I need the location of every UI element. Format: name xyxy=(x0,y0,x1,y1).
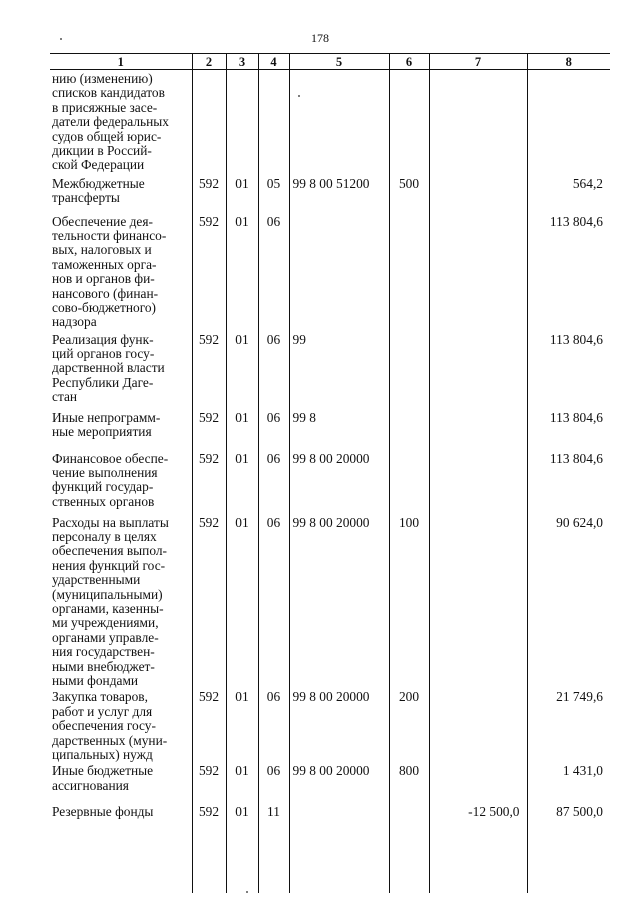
table-row xyxy=(50,409,610,450)
row-expense-type xyxy=(389,213,429,331)
row-code xyxy=(192,70,226,175)
table-row xyxy=(50,175,610,213)
row-change xyxy=(429,70,527,175)
row-expense-type: 200 xyxy=(389,688,429,762)
row-section: 01 xyxy=(226,688,258,762)
column-header: 7 xyxy=(429,54,527,70)
page-number: 178 xyxy=(311,31,329,45)
row-change xyxy=(429,514,527,689)
row-section: 01 xyxy=(226,514,258,689)
row-name: Обеспечение дея- тельности финансо- вых, налоговых и таможенных орга- нов и органов фи- нансового (финан- сово-бюджетного) надзора xyxy=(52,213,167,330)
table-row xyxy=(50,70,610,175)
table-row xyxy=(50,803,610,893)
row-code: 592 xyxy=(192,803,226,893)
column-header: 8 xyxy=(527,54,610,70)
row-change: -12 500,0 xyxy=(429,803,527,893)
row-change xyxy=(429,213,527,331)
row-subsection: 06 xyxy=(258,213,289,331)
row-change xyxy=(429,762,527,803)
row-code: 592 xyxy=(192,175,226,213)
row-subsection: 06 xyxy=(258,688,289,762)
row-code: 592 xyxy=(192,688,226,762)
row-total: 1 431,0 xyxy=(527,762,610,803)
row-target-article: 99 xyxy=(289,331,389,409)
row-total: 564,2 xyxy=(527,175,610,213)
row-change xyxy=(429,331,527,409)
row-expense-type xyxy=(389,803,429,893)
row-name: Иные бюджетные ассигнования xyxy=(52,763,154,793)
row-subsection xyxy=(258,70,289,175)
row-name: Реализация функ- ций органов госу- дарственной власти Республики Даге- стан xyxy=(52,331,165,405)
scan-speck xyxy=(60,38,62,40)
row-name: нию (изменению) списков кандидатов в присяжные засе- датели федеральных судов общей юрис- дикции в Россий- ской Федерации xyxy=(52,71,170,173)
row-total: 113 804,6 xyxy=(527,331,610,409)
row-total xyxy=(527,70,610,175)
row-expense-type xyxy=(389,331,429,409)
row-total: 113 804,6 xyxy=(527,450,610,514)
column-header: 6 xyxy=(389,54,429,70)
row-code: 592 xyxy=(192,213,226,331)
row-section: 01 xyxy=(226,175,258,213)
table-row xyxy=(50,331,610,409)
row-target-article xyxy=(289,803,389,893)
row-target-article: 99 8 00 20000 xyxy=(289,688,389,762)
row-section: 01 xyxy=(226,762,258,803)
row-name: Иные непрограмм- ные мероприятия xyxy=(52,409,161,439)
row-code: 592 xyxy=(192,450,226,514)
row-target-article: 99 8 00 51200 xyxy=(289,175,389,213)
column-header: 4 xyxy=(258,54,289,70)
row-code: 592 xyxy=(192,514,226,689)
column-header: 1 xyxy=(50,54,192,70)
column-header: 3 xyxy=(226,54,258,70)
row-name: Финансовое обеспе- чение выполнения функций государ- ственных органов xyxy=(52,450,169,509)
row-section: 01 xyxy=(226,331,258,409)
row-subsection: 06 xyxy=(258,514,289,689)
budget-table xyxy=(50,53,610,893)
row-total: 113 804,6 xyxy=(527,409,610,450)
table-row xyxy=(50,213,610,331)
row-total: 21 749,6 xyxy=(527,688,610,762)
row-name: Межбюджетные трансферты xyxy=(52,175,145,205)
row-target-article: 99 8 xyxy=(289,409,389,450)
row-subsection: 06 xyxy=(258,331,289,409)
row-section: 01 xyxy=(226,450,258,514)
row-subsection: 06 xyxy=(258,450,289,514)
row-change xyxy=(429,409,527,450)
row-expense-type xyxy=(389,409,429,450)
row-expense-type: 500 xyxy=(389,175,429,213)
row-change xyxy=(429,450,527,514)
column-header: 2 xyxy=(192,54,226,70)
row-expense-type: 800 xyxy=(389,762,429,803)
scan-speck xyxy=(246,891,248,893)
row-section: 01 xyxy=(226,409,258,450)
table-header-row xyxy=(50,54,610,70)
row-target-article: 99 8 00 20000 xyxy=(289,762,389,803)
row-total: 87 500,0 xyxy=(527,803,610,893)
row-subsection: 11 xyxy=(258,803,289,893)
row-subsection: 06 xyxy=(258,762,289,803)
row-section: 01 xyxy=(226,803,258,893)
row-expense-type xyxy=(389,450,429,514)
row-name: Закупка товаров, работ и услуг для обеспечения госу- дарственных (муни- ципальных) нужд xyxy=(52,689,168,762)
row-section xyxy=(226,70,258,175)
row-code: 592 xyxy=(192,409,226,450)
row-subsection: 05 xyxy=(258,175,289,213)
row-name: Расходы на выплаты персоналу в целях обеспечения выпол- нения функций гос- ударственными (муниципальными) органами, казенны- ми учреждениями, органами управле- ния государствен- ными внебюджет- ными фондами xyxy=(52,514,169,688)
row-target-article xyxy=(289,213,389,331)
row-expense-type xyxy=(389,70,429,175)
table-row xyxy=(50,450,610,514)
row-section: 01 xyxy=(226,213,258,331)
table-row xyxy=(50,688,610,762)
row-target-article: 99 8 00 20000 xyxy=(289,450,389,514)
column-header: 5 xyxy=(289,54,389,70)
row-target-article: 99 8 00 20000 xyxy=(289,514,389,689)
row-code: 592 xyxy=(192,331,226,409)
row-name: Резервные фонды xyxy=(52,804,154,820)
scan-speck xyxy=(298,95,300,97)
table-row xyxy=(50,514,610,689)
row-subsection: 06 xyxy=(258,409,289,450)
row-total: 90 624,0 xyxy=(527,514,610,689)
row-code: 592 xyxy=(192,762,226,803)
row-change xyxy=(429,688,527,762)
row-change xyxy=(429,175,527,213)
row-expense-type: 100 xyxy=(389,514,429,689)
table-row xyxy=(50,762,610,803)
row-target-article xyxy=(289,70,389,175)
row-total: 113 804,6 xyxy=(527,213,610,331)
